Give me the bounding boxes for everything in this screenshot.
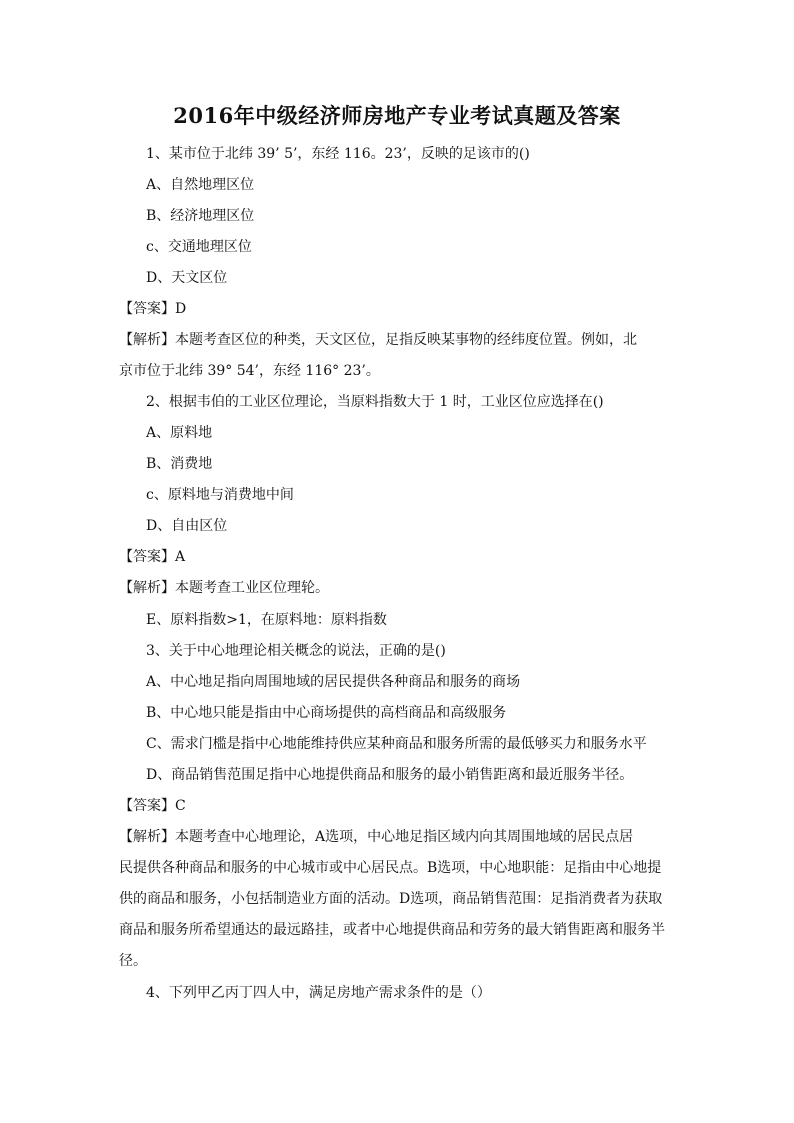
q3-answer: 【答案】C — [119, 798, 186, 814]
q2-explanation-note: E、原料指数>1，在原料地：原料指数 — [146, 612, 387, 628]
q3-option-c: C、需求门槛是指中心地能维持供应某种商品和服务所需的最低够买力和服务水平 — [146, 736, 647, 752]
q2-option-b: B、消费地 — [146, 456, 213, 472]
q1-option-a: A、自然地理区位 — [146, 177, 255, 193]
q1-answer: 【答案】D — [119, 301, 187, 317]
q3-explanation-cont-2: 供的商品和服务，小包括制造业方面的活动。D选项，商品销售范围：足指消费者为获取 — [119, 891, 663, 907]
q3-explanation-cont-4: 径。 — [119, 953, 147, 969]
q1-option-c: c、交通地理区位 — [146, 239, 252, 255]
q2-explanation: 【解析】本题考查工业区位理轮。 — [119, 580, 329, 596]
q1-explanation-cont: 京市位于北纬 39° 54’，东经 116° 23’。 — [119, 363, 380, 379]
q1-option-b: B、经济地理区位 — [146, 208, 255, 224]
question-3: 3、关于中心地理论相关概念的说法，正确的是() — [146, 643, 446, 659]
q2-option-c: c、原料地与消费地中间 — [146, 487, 294, 503]
question-4: 4、下列甲乙丙丁四人中，满足房地产需求条件的是（） — [146, 985, 491, 1001]
q2-option-a: A、原料地 — [146, 425, 213, 441]
q3-option-a: A、中心地足指向周围地域的居民提供各种商品和服务的商场 — [146, 674, 521, 690]
q3-option-d: D、商品销售范围足指中心地提供商品和服务的最小销售距离和最近服务半径。 — [146, 767, 634, 783]
q3-explanation-cont-1: 民提供各种商品和服务的中心城市或中心居民点。B选项，中心地职能：足指由中心地提 — [119, 860, 662, 876]
question-2: 2、根据韦伯的工业区位理论，当原料指数大于 1 时，工业区位应选择在() — [146, 394, 604, 410]
q2-answer: 【答案】A — [119, 549, 186, 565]
q1-explanation: 【解析】本题考查区位的种类，天文区位，足指反映某事物的经纬度位置。例如，北 — [119, 332, 637, 348]
question-1: 1、某市位于北纬 39’ 5’，东经 116。23’，反映的足该市的() — [146, 146, 530, 162]
q3-explanation-cont-3: 商品和服务所希望通达的最远路挂，或者中心地提供商品和劳务的最大销售距离和服务半 — [119, 922, 665, 938]
q3-explanation: 【解析】本题考查中心地理论，A选项，中心地足指区域内向其周围地域的居民点居 — [119, 829, 634, 845]
q1-option-d: D、天文区位 — [146, 270, 228, 286]
document-title: 2016年中级经济师房地产专业考试真题及答案 — [173, 103, 621, 128]
q2-option-d: D、自由区位 — [146, 518, 228, 534]
q3-option-b: B、中心地只能是指由中心商场提供的高档商品和高级服务 — [146, 705, 507, 721]
